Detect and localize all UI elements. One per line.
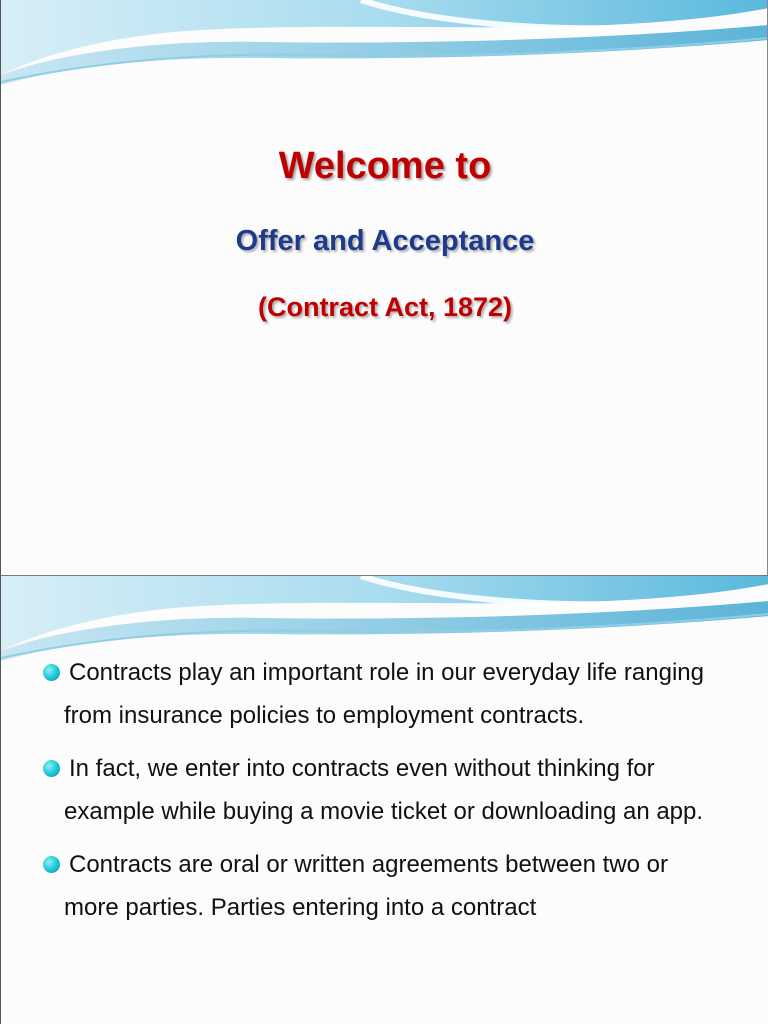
bullet-text: Contracts are oral or written agreements between two or more parties. Parties entering into a contract xyxy=(64,851,668,921)
bullet-dot-icon xyxy=(43,664,60,681)
slide-subtitle: Offer and Acceptance xyxy=(235,225,535,257)
bullet-text: Contracts play an important role in our everyday life ranging from insurance policies to employment contracts. xyxy=(64,659,704,729)
bullet-text: In fact, we enter into contracts even without thinking for example while buying a movie ticket or downloading an app. xyxy=(64,755,704,825)
slide-act-reference: (Contract Act, 1872) xyxy=(257,292,513,322)
bullet-list xyxy=(1,652,768,940)
slide-title-welcome: Welcome to xyxy=(278,145,492,187)
bullet-dot-icon xyxy=(43,760,60,777)
list-item xyxy=(1,652,768,737)
bullet-dot-icon xyxy=(43,856,60,873)
list-item xyxy=(1,748,768,833)
wave-banner-icon xyxy=(1,0,768,110)
list-item xyxy=(1,844,768,929)
slide-content xyxy=(0,576,768,1024)
